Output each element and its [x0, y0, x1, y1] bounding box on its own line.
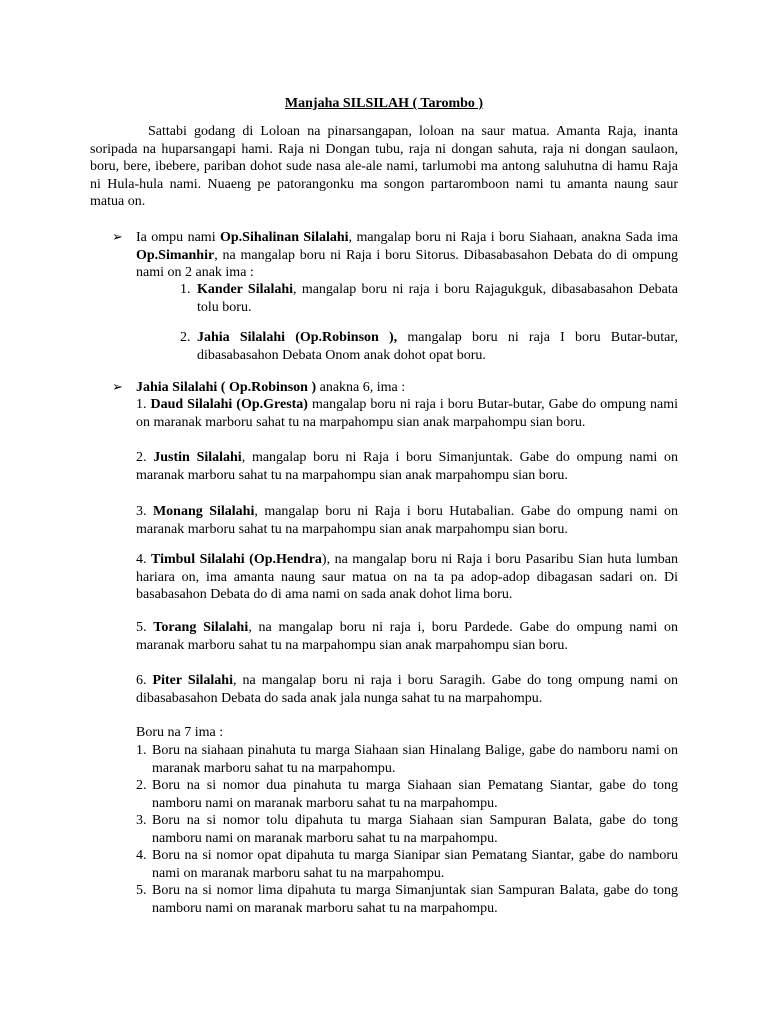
section-heading: Jahia Silalahi ( Op.Robinson ) anakna 6, ima : — [136, 380, 406, 395]
list-item: 5. Torang Silalahi, na mangalap boru ni raja i, boru Pardede. Gabe do ompung nami on maranak marboru sahat tu na marpahompu sian anak marpahompu sian boru. — [136, 620, 679, 653]
child-name: Piter Silalahi — [152, 673, 233, 688]
parent-name: Jahia Silalahi ( Op.Robinson ) — [136, 380, 317, 395]
list-item: 1. Kander Silalahi, mangalap boru ni raja i boru Rajagukguk, dibasabasahon Debata tolu boru. — [180, 282, 678, 315]
list-item: 1. Boru na siahaan pinahuta tu marga Siahaan sian Hinalang Balige, gabe do namboru nami on maranak marboru sahat tu na marpahompu. — [136, 743, 678, 776]
arrowhead-bullet-icon: ➢ — [112, 229, 123, 244]
son-name: Op.Simanhir — [136, 247, 215, 263]
list-item: 2. Jahia Silalahi (Op.Robinson ), mangalap boru ni raja I boru Butar-butar, dibasabasahon Debata Onom anak dohot opat boru. — [180, 330, 678, 363]
list-item: 3. Monang Silalahi, mangalap boru ni Raja i boru Hutabalian. Gabe do ompung nami on maranak marboru sahat tu na marpahompu sian anak marpahompu sian boru. — [136, 504, 678, 537]
list-item: 2. Boru na si nomor dua pinahuta tu marga Siahaan sian Pematang Siantar, gabe do tong namboru nami on maranak marboru sahat tu na marpahompu. — [136, 778, 678, 811]
ancestor-paragraph: Ia ompu nami Op.Sihalinan Silalahi, mangalap boru ni Raja i boru Siahaan, anakna Sada ima Op.Simanhir, na mangalap boru ni Raja i boru Sitorus. Dibasabasahon Debata do di ompung nami on 2 anak ima : — [136, 230, 678, 280]
list-item: 2. Justin Silalahi, mangalap boru ni Raja i boru Simanjuntak. Gabe do ompung nami on maranak marboru sahat tu na marpahompu sian anak marpahompu sian boru. — [136, 450, 679, 483]
list-item: 1. Daud Silalahi (Op.Gresta) mangalap boru ni raja i boru Butar-butar, Gabe do ompung nami on maranak marboru sahat tu na marpahompu sian anak marpahompu sian boru. — [136, 397, 679, 430]
list-item: 6. Piter Silalahi, na mangalap boru ni raja i boru Saragih. Gabe do tong ompung nami on dibasabasahon Debata do sada anak jala nunga sahat tu na marpahompu. — [136, 673, 679, 706]
list-item: 4. Timbul Silalahi (Op.Hendra), na mangalap boru ni Raja i boru Pasaribu Sian huta lumban hariara on, ima amanta naung saur matua on na ta pa adop-adop dibagasan sadari on. Di basabasahon Debata do di ama nami on sada anak dohot lima boru. — [136, 552, 678, 602]
intro-paragraph: Sattabi godang di Loloan na pinarsangapan, loloan na saur matua. Amanta Raja, inanta soripada na huparsangapi hami. Raja ni Dongan tubu, raja ni dongan sahuta, raja ni dongan saulaon, boru, bere, ibebere, pariban dohot sude nasa ale-ale nami, tarlumobi ma antong saluhutna di hamu Raja ni Hula-hula nami. Nuaeng pe patorangonku ma songon partaromboon nami tu amanta naung saur matua on. — [90, 124, 678, 209]
child-name: Kander Silalahi — [197, 282, 294, 297]
list-item: 5. Boru na si nomor lima dipahuta tu marga Simanjuntak sian Sampuran Balata, gabe do tong namboru nami on maranak marboru sahat tu na marpahompu. — [136, 883, 678, 916]
child-name: Torang Silalahi — [153, 620, 249, 635]
list-item: 4. Boru na si nomor opat dipahuta tu marga Sianipar sian Pematang Siantar, gabe do namboru nami on maranak marboru sahat tu na marpahompu. — [136, 848, 678, 881]
document-title: Manjaha SILSILAH ( Tarombo ) — [284, 96, 484, 111]
ancestor-name: Op.Sihalinan Silalahi — [220, 230, 349, 245]
child-name: Justin Silalahi — [153, 450, 242, 465]
child-name: Jahia Silalahi (Op.Robinson ), — [197, 330, 398, 345]
child-name: Daud Silalahi (Op.Gresta) — [150, 397, 308, 412]
arrowhead-bullet-icon: ➢ — [112, 379, 123, 394]
child-name: Monang Silalahi — [152, 504, 255, 519]
child-name: Timbul Silalahi (Op.Hendra — [150, 552, 322, 567]
daughters-list — [136, 742, 678, 917]
list-item: 3. Boru na si nomor tolu dipahuta tu marga Siahaan sian Sampuran Balata, gabe do tong namboru nami on maranak marboru sahat tu na marpahompu. — [136, 813, 678, 846]
daughters-heading: Boru na 7 ima : — [136, 725, 224, 740]
